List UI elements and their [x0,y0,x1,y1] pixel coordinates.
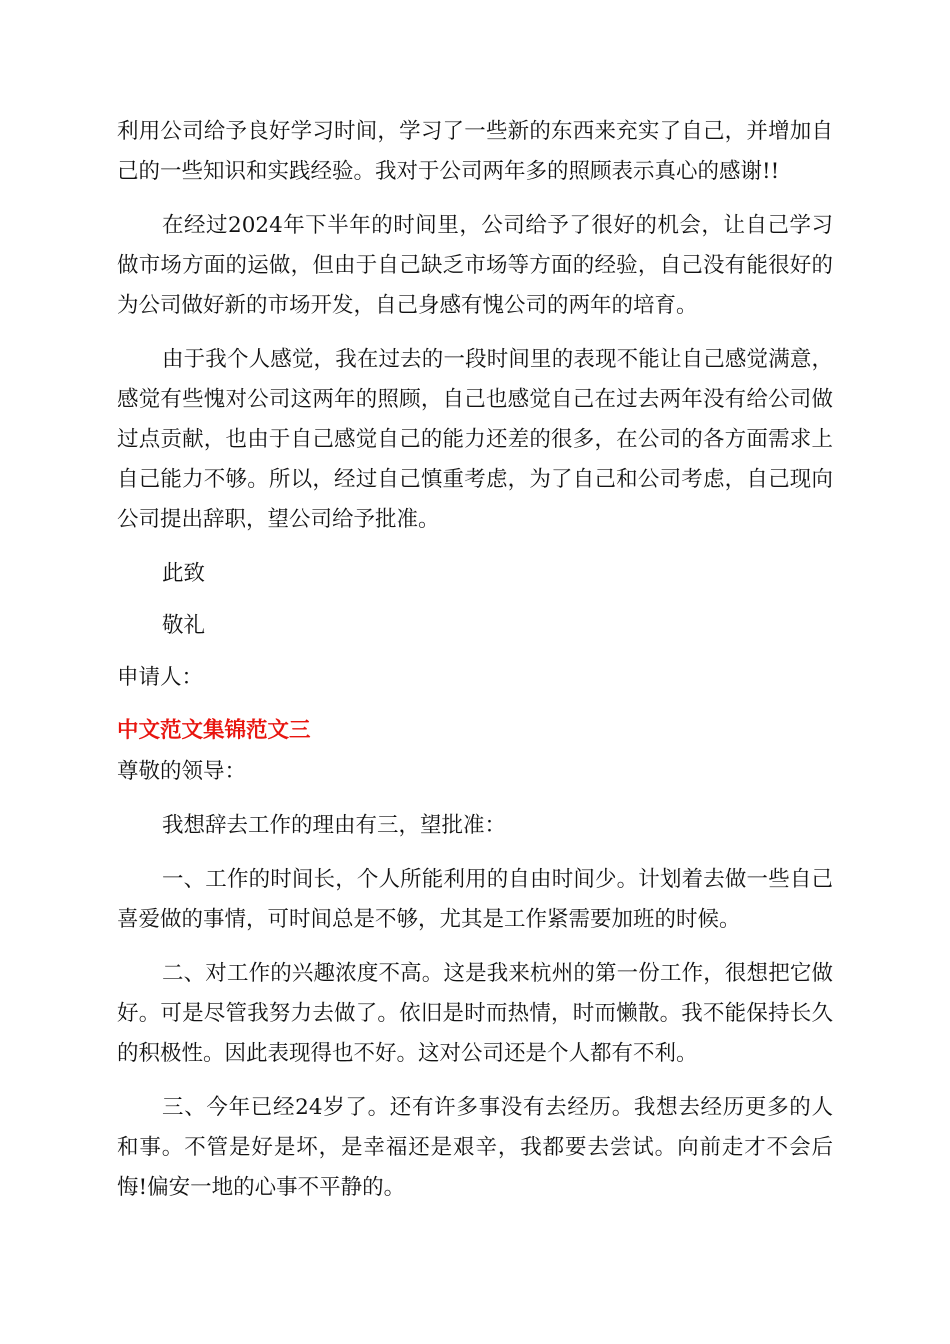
paragraph-gratitude: 利用公司给予良好学习时间，学习了一些新的东西来充实了自己，并增加自己的一些知识和实践经验。我对于公司两年多的照顾表示真心的感谢!! [117,119,833,184]
paragraph-resignation-reason: 由于我个人感觉，我在过去的一段时间里的表现不能让自己感觉满意，感觉有些愧对公司这两年的照顾，自己也感觉自己在过去两年没有给公司做过点贡献，也由于自己感觉自己的能力还差的很多，在公司的各方面需求上自己能力不够。所以，经过自己慎重考虑，为了自己和公司考虑，自己现向公司提出辞职，望公司给予批准。 [117,347,833,532]
section-title: 中文范文集锦范文三 [117,718,311,743]
closing-jingli: 敬礼 [162,613,206,638]
paragraph-reason-three: 三、今年已经24岁了。还有许多事没有去经历。我想去经历更多的人和事。不管是好是坏，是幸福还是艰辛，我都要去尝试。向前走才不会后悔!偏安一地的心事不平静的。 [117,1095,833,1200]
paragraph-intro-reasons: 我想辞去工作的理由有三，望批准： [162,813,507,838]
document-page [117,112,833,1222]
applicant-label: 申请人： [117,665,204,690]
closing-cizhi: 此致 [162,561,206,586]
paragraph-reason-one: 一、工作的时间长，个人所能利用的自由时间少。计划着去做一些自己喜爱做的事情，可时间总是不够，尤其是工作紧需要加班的时候。 [117,867,833,932]
paragraph-reason-two: 二、对工作的兴趣浓度不高。这是我来杭州的第一份工作，很想把它做好。可是尽管我努力去做了。依旧是时而热情，时而懒散。我不能保持长久的积极性。因此表现得也不好。这对公司还是个人都有不利。 [117,961,833,1066]
salutation: 尊敬的领导： [117,759,247,784]
paragraph-market-experience: 在经过2024年下半年的时间里，公司给予了很好的机会，让自己学习做市场方面的运做，但由于自己缺乏市场等方面的经验，自己没有能很好的为公司做好新的市场开发，自己身感有愧公司的两年的培育。 [117,213,833,318]
